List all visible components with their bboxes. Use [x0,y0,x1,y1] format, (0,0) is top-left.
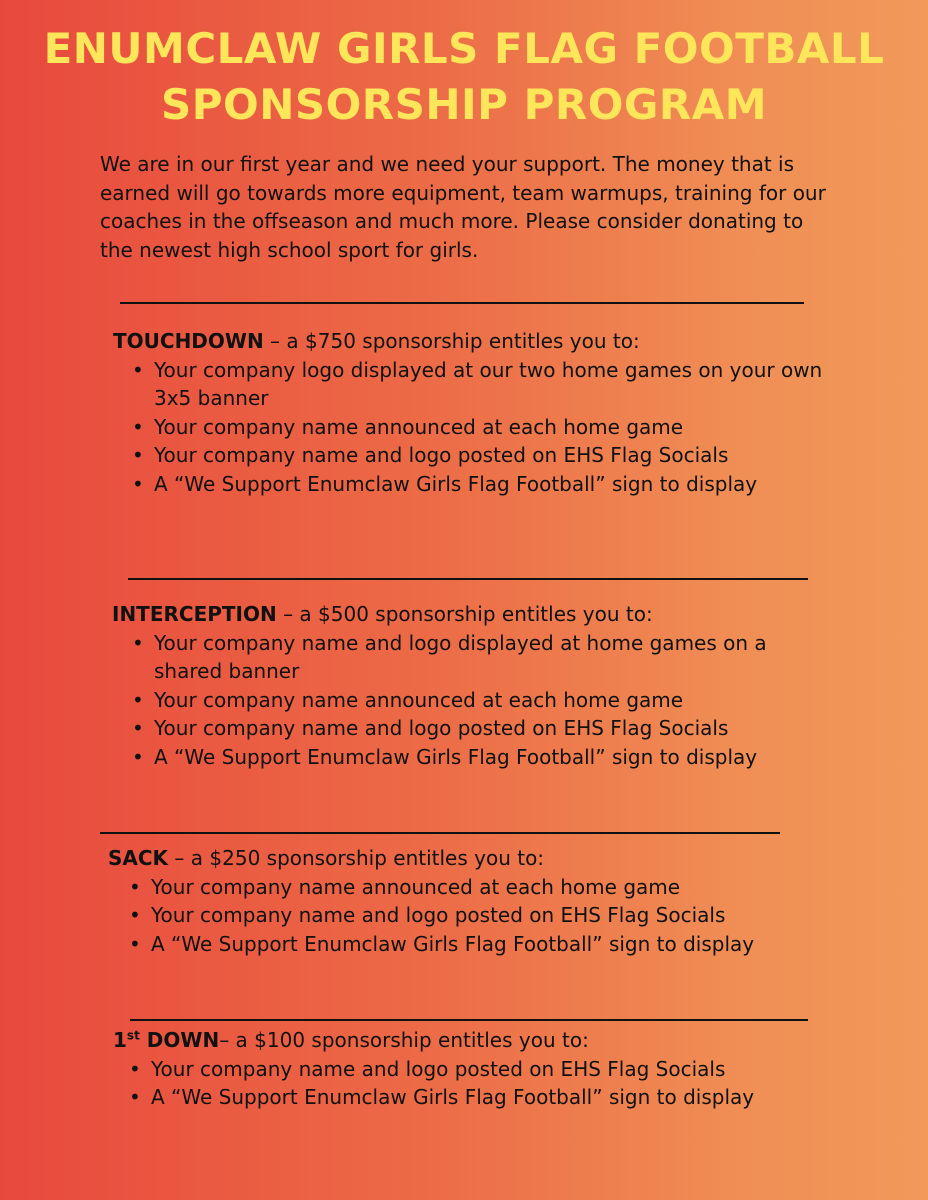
list-item [132,441,833,470]
divider [128,578,808,580]
list-item [129,930,828,959]
list-item [132,714,832,743]
list-item [132,743,832,772]
list-item [132,629,832,686]
list-item [129,901,828,930]
benefit-text: A “We Support Enumclaw Girls Flag Football” sign to display [151,931,755,956]
bullet-icon: • [132,357,144,382]
list-item [132,686,832,715]
tier-first-down [113,1026,833,1112]
bullet-icon: • [132,414,144,439]
tier-name-ordinal: st [126,1028,140,1043]
tier-description: – a $100 sponsorship entitles you to: [219,1028,589,1052]
bullet-icon: • [129,874,141,899]
tier-heading [113,327,833,356]
list-item [132,470,833,499]
tier-description: – a $250 sponsorship entitles you to: [168,846,545,870]
benefit-list [132,629,832,772]
tier-name: INTERCEPTION [112,602,277,626]
divider [120,302,804,304]
divider [100,832,780,834]
list-item [132,413,833,442]
tier-description: – a $500 sponsorship entitles you to: [276,602,653,626]
bullet-icon: • [132,716,144,741]
tier-name: TOUCHDOWN [113,329,264,353]
benefit-text: Your company name announced at each home game [151,874,681,899]
intro-paragraph: We are in our first year and we need your support. The money that is earned will go towards more equipment, team warmups, training for our coaches in the offseason and much more. Please consider donating to the newest high school sport for girls. [100,152,826,262]
benefit-list [132,356,833,499]
bullet-icon: • [132,630,144,655]
list-item [129,1055,833,1084]
bullet-icon: • [132,443,144,468]
benefit-list [129,1055,833,1112]
bullet-icon: • [129,931,141,956]
benefit-text: Your company name and logo posted on EHS Flag Socials [154,443,729,468]
tier-sack [108,844,828,958]
bullet-icon: • [129,1085,141,1110]
bullet-icon: • [129,1056,141,1081]
tier-heading [113,1026,833,1055]
benefit-text: A “We Support Enumclaw Girls Flag Football” sign to display [154,744,758,769]
list-item [132,356,833,413]
benefit-text: Your company name and logo posted on EHS Flag Socials [154,716,729,741]
tier-name-rest: DOWN [139,1028,220,1052]
benefit-text: Your company name and logo posted on EHS Flag Socials [151,1056,726,1081]
divider [130,1019,808,1021]
benefit-text: Your company logo displayed at our two home games on your own 3x5 banner [154,357,823,411]
page-title-line-1: ENUMCLAW GIRLS FLAG FOOTBALL [43,24,885,73]
tier-heading [108,844,828,873]
bullet-icon: • [129,903,141,928]
bullet-icon: • [132,471,144,496]
benefit-text: A “We Support Enumclaw Girls Flag Football” sign to display [151,1085,755,1110]
list-item [129,1083,833,1112]
page-title-line-2: SPONSORSHIP PROGRAM [160,80,768,129]
benefit-text: Your company name and logo posted on EHS Flag Socials [151,903,726,928]
tier-heading [112,600,832,629]
tier-description: – a $750 sponsorship entitles you to: [263,329,640,353]
benefit-list [129,873,828,959]
benefit-text: Your company name announced at each home game [154,414,684,439]
benefit-text: Your company name announced at each home game [154,687,684,712]
bullet-icon: • [132,687,144,712]
bullet-icon: • [132,744,144,769]
list-item [129,873,828,902]
benefit-text: A “We Support Enumclaw Girls Flag Football” sign to display [154,471,758,496]
tier-interception [112,600,832,772]
tier-name-number: 1 [113,1028,127,1052]
tier-name [113,1028,219,1052]
benefit-text: Your company name and logo displayed at home games on a shared banner [154,630,767,684]
tier-name: SACK [108,846,169,870]
tier-touchdown [113,327,833,499]
